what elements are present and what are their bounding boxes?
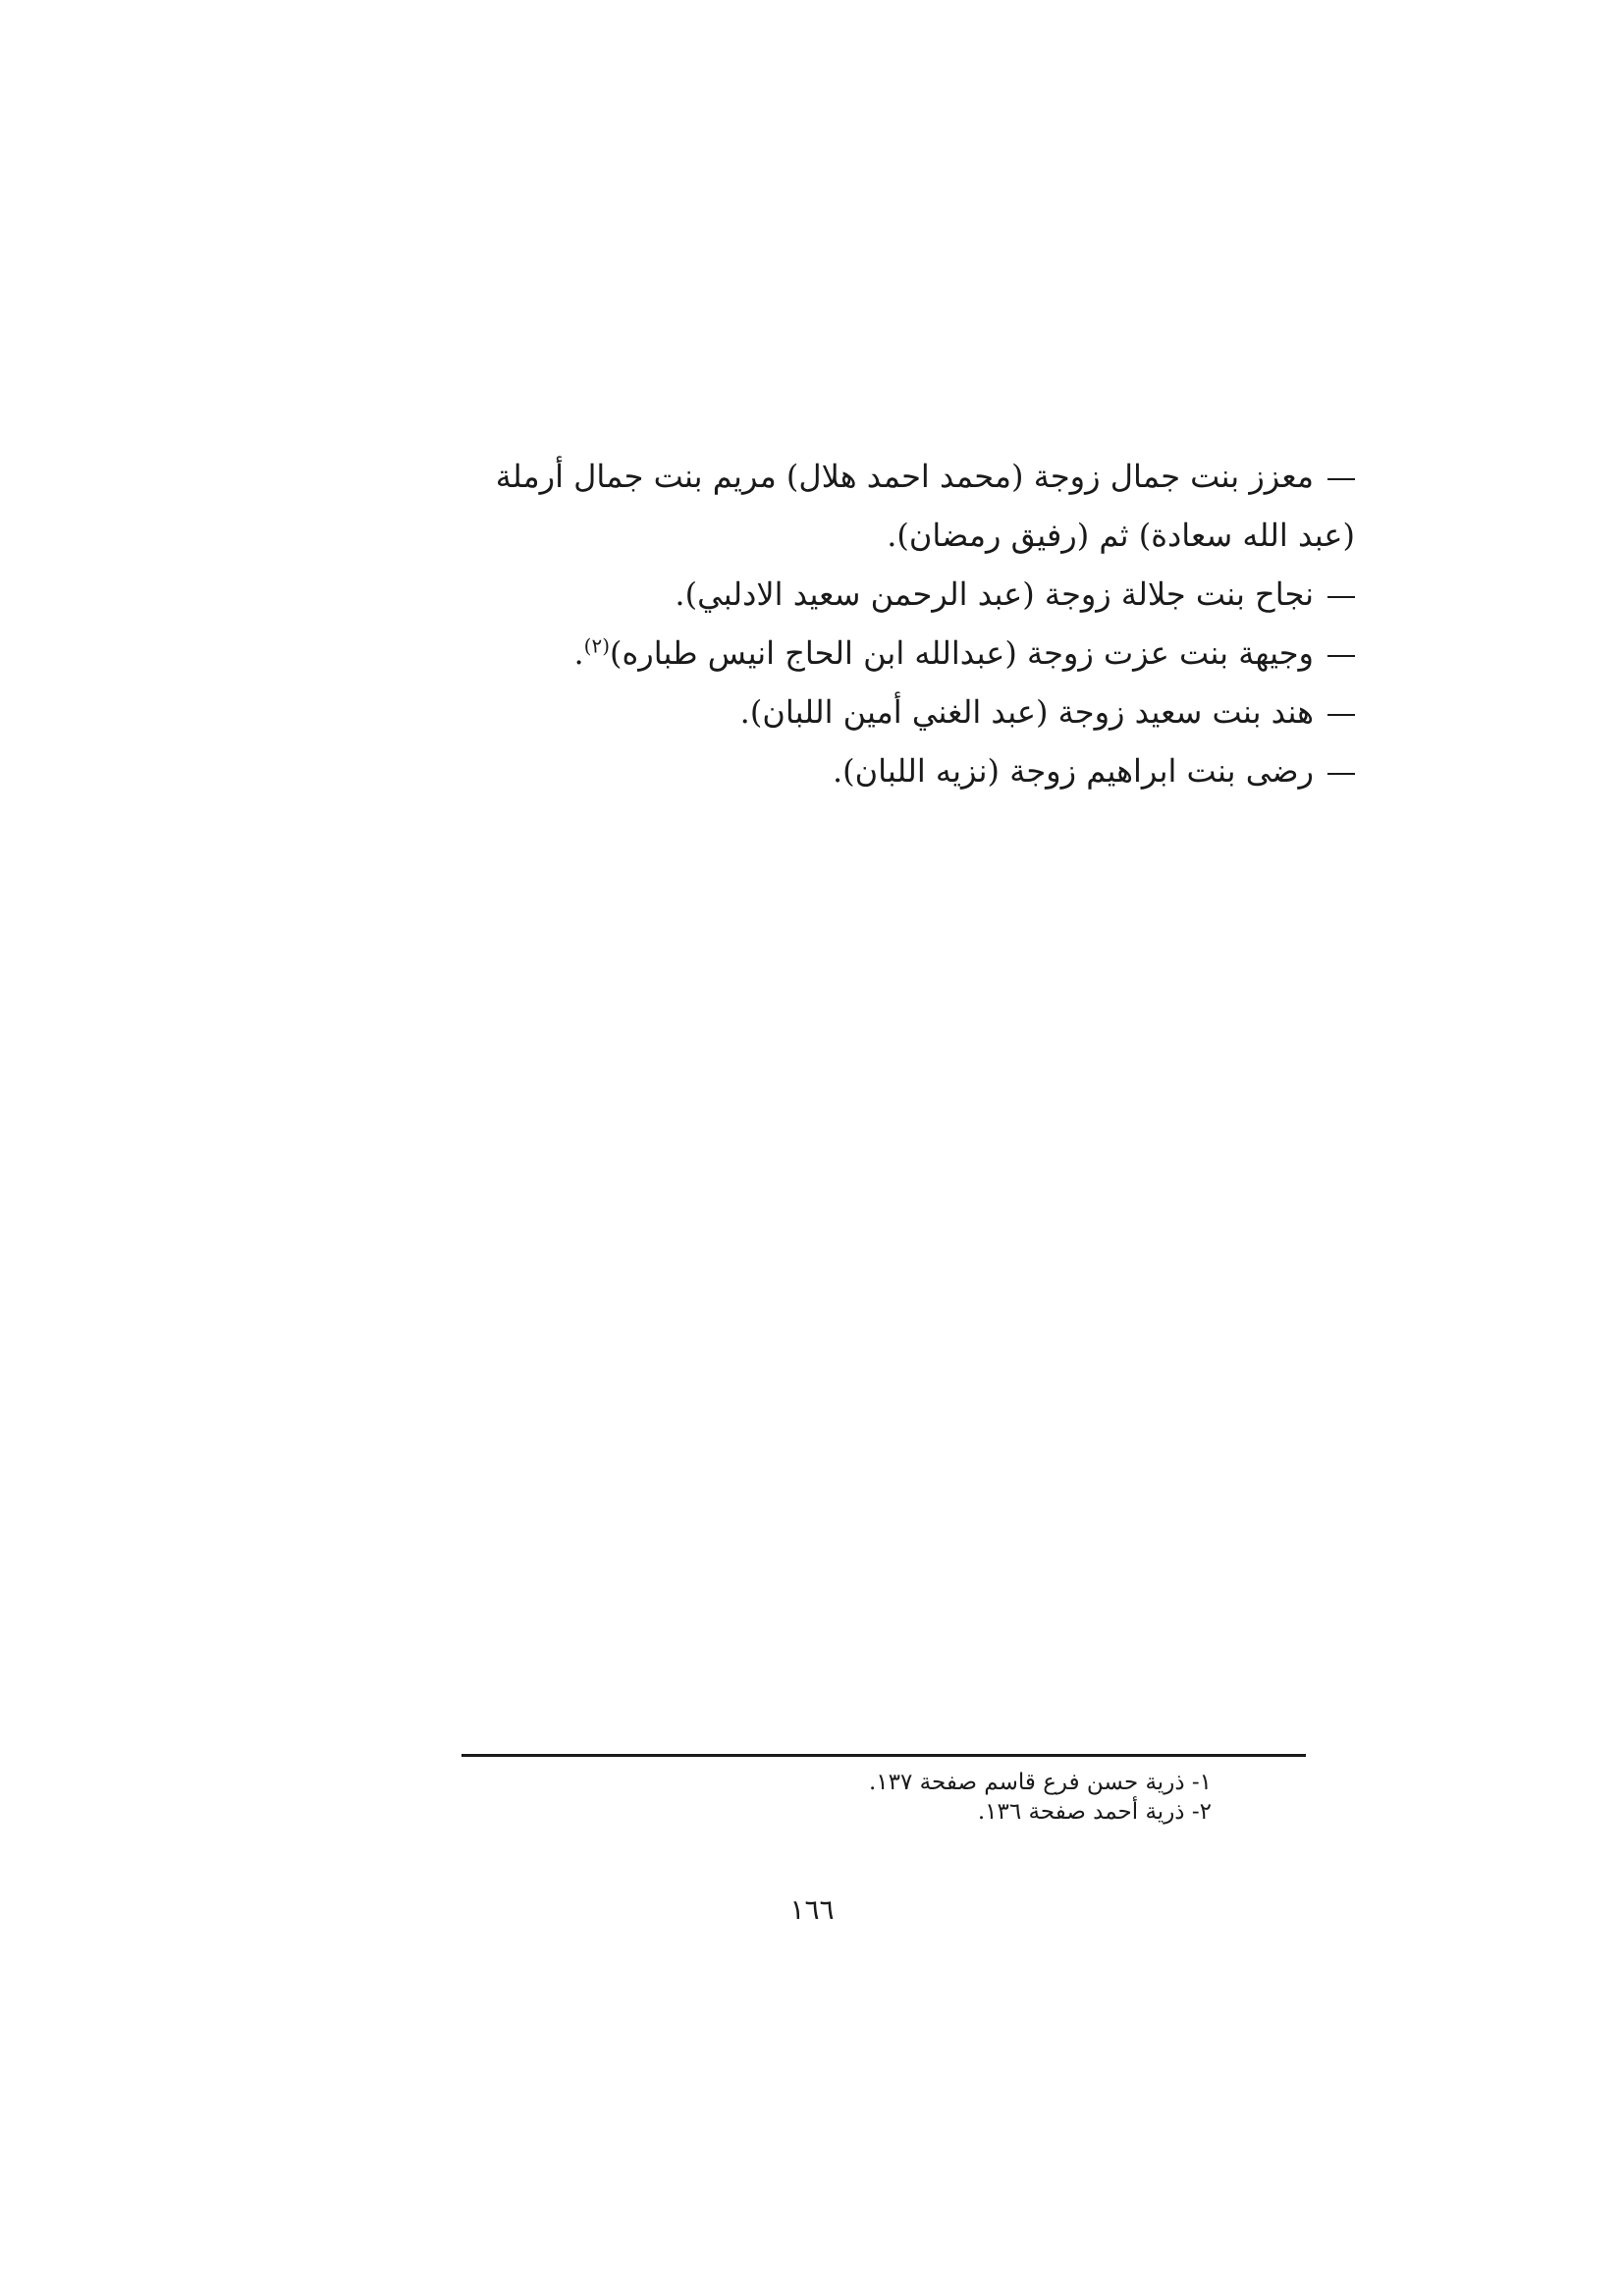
footnote-1: ١- ذرية حسن فرع قاسم صفحة ١٣٧. xyxy=(868,1770,1212,1795)
main-text xyxy=(373,447,1355,800)
footnote-divider xyxy=(461,1754,1306,1757)
entry-2 xyxy=(373,565,1355,624)
entry-4 xyxy=(373,683,1355,741)
dash-mark xyxy=(1327,773,1355,775)
dash-mark xyxy=(1327,596,1355,598)
footnote-2: ٢- ذرية أحمد صفحة ١٣٦. xyxy=(977,1799,1212,1825)
entry-5 xyxy=(373,741,1355,800)
dash-mark xyxy=(1327,478,1355,480)
entry-3 xyxy=(373,624,1355,683)
footnotes xyxy=(623,1768,1212,1827)
dash-mark xyxy=(1327,714,1355,716)
footnote-reference: (٢) xyxy=(583,633,611,658)
entry-1-text: معزز بنت جمال زوجة (محمد احمد هلال) مريم بنت جمال أرملة xyxy=(495,458,1314,495)
entry-3-period: . xyxy=(573,634,584,672)
entry-5-text: رضى بنت ابراهيم زوجة (نزيه اللبان). xyxy=(832,752,1314,790)
entry-1-line-1 xyxy=(373,447,1355,506)
entry-1 xyxy=(373,447,1355,565)
entry-1-continuation: (عبد الله سعادة) ثم (رفيق رمضان). xyxy=(887,517,1355,554)
entry-1-line-2 xyxy=(373,506,1355,565)
entry-2-text: نجاح بنت جلالة زوجة (عبد الرحمن سعيد الادلبي). xyxy=(675,575,1314,613)
entry-4-text: هند بنت سعيد زوجة (عبد الغني أمين اللبان). xyxy=(739,693,1314,731)
page-number: ١٦٦ xyxy=(789,1893,835,1926)
dash-mark xyxy=(1327,655,1355,657)
entry-3-text: وجيهة بنت عزت زوجة (عبدالله ابن الحاج انيس طباره) xyxy=(610,634,1314,672)
